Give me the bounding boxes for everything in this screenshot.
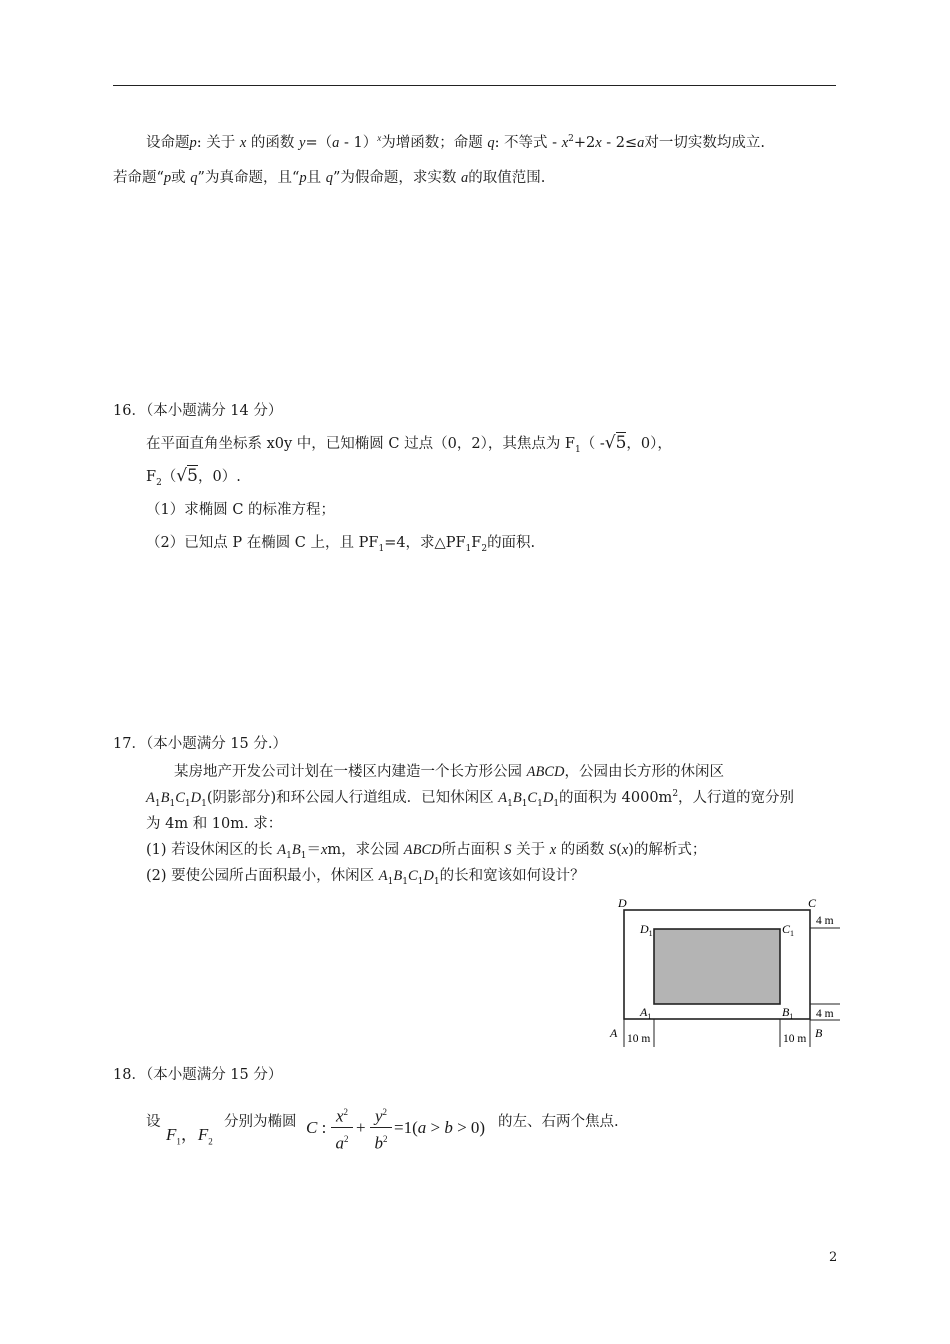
dim-10m-right: 10 m bbox=[783, 1033, 807, 1045]
label-C: C bbox=[808, 896, 817, 910]
q17-item-1: (1) 若设休闲区的长 $A_1B_1=xm$，求公园 ABCD所占面积 S 关于 x 的函数 S(x)的解析式； bbox=[146, 842, 707, 861]
q16-item-1: （1）求椭圆 C 的标准方程； bbox=[146, 502, 336, 518]
q15-line-2: 若命题“p或 q”为真命题，且“p且 q”为假命题，求实数 a的取值范围. bbox=[113, 170, 546, 186]
q17-item-2: (2) 要使公园所占面积最小，休闲区 $A_1B_1C_1D_1$的长和宽该如何设计？ bbox=[146, 868, 585, 887]
label-A: A bbox=[610, 1026, 618, 1040]
q15-line-1: 设命题p: 关于 x 的函数 y=（a - 1）$^x$为增函数；命题 q: 不等式 - $x^2+2x - 2\le a$对一切实数均成立. bbox=[146, 133, 766, 151]
dim-4m-bottom: 4 m bbox=[816, 1008, 834, 1020]
q18-title: 18．（本小题满分 15 分） bbox=[113, 1067, 283, 1083]
park-diagram bbox=[608, 895, 848, 1050]
q17-para-line-3: 为 4m 和 10m. 求： bbox=[146, 816, 283, 832]
label-B1: $B_1$ bbox=[782, 1005, 794, 1021]
fraction-y2-b2: $y^2$ $b^2$ bbox=[370, 1102, 392, 1154]
header-rule bbox=[113, 85, 836, 86]
label-A1: $A_1$ bbox=[640, 1005, 652, 1021]
leisure-area bbox=[654, 929, 780, 1004]
label-D: D bbox=[618, 896, 627, 910]
q16-line-2: $F_2(√5$，0）. bbox=[146, 466, 241, 488]
label-B: B bbox=[815, 1026, 823, 1040]
page-number: 2 bbox=[829, 1250, 838, 1265]
q16-title: 16．（本小题满分 14 分） bbox=[113, 403, 283, 419]
label-D1: $D_1$ bbox=[640, 922, 653, 938]
q17-title: 17．（本小题满分 15 分.） bbox=[113, 736, 287, 752]
q17-para-line-1: 某房地产开发公司计划在一楼区内建造一个长方形公园 ABCD，公园由长方形的休闲区 bbox=[174, 764, 724, 780]
sqrt-symbol: √ bbox=[176, 466, 188, 486]
dim-10m-left: 10 m bbox=[627, 1033, 651, 1045]
dim-4m-top: 4 m bbox=[816, 915, 834, 927]
q16-item-2: （2）已知点 P 在椭圆 C 上，且 $PF_1=4$，求$\triangle PF_1F_2$的面积. bbox=[146, 535, 536, 554]
sqrt-symbol: √ bbox=[604, 433, 616, 453]
fraction-x2-a2: $x^2$ $a^2$ bbox=[331, 1102, 353, 1154]
q17-para-line-2: $A_1B_1C_1D_1$(阴影部分)和环公园人行道组成．已知休闲区 $A_1B_1C_1D_1$的面积为 $4000m^2$，人行道的宽分别 bbox=[146, 789, 795, 809]
label-C1: $C_1$ bbox=[782, 922, 795, 938]
q16-line-1: 在平面直角坐标系 x0y 中，已知椭圆 C 过点（0，2），其焦点为 $F_1$（ -√5，0）， bbox=[146, 433, 672, 455]
